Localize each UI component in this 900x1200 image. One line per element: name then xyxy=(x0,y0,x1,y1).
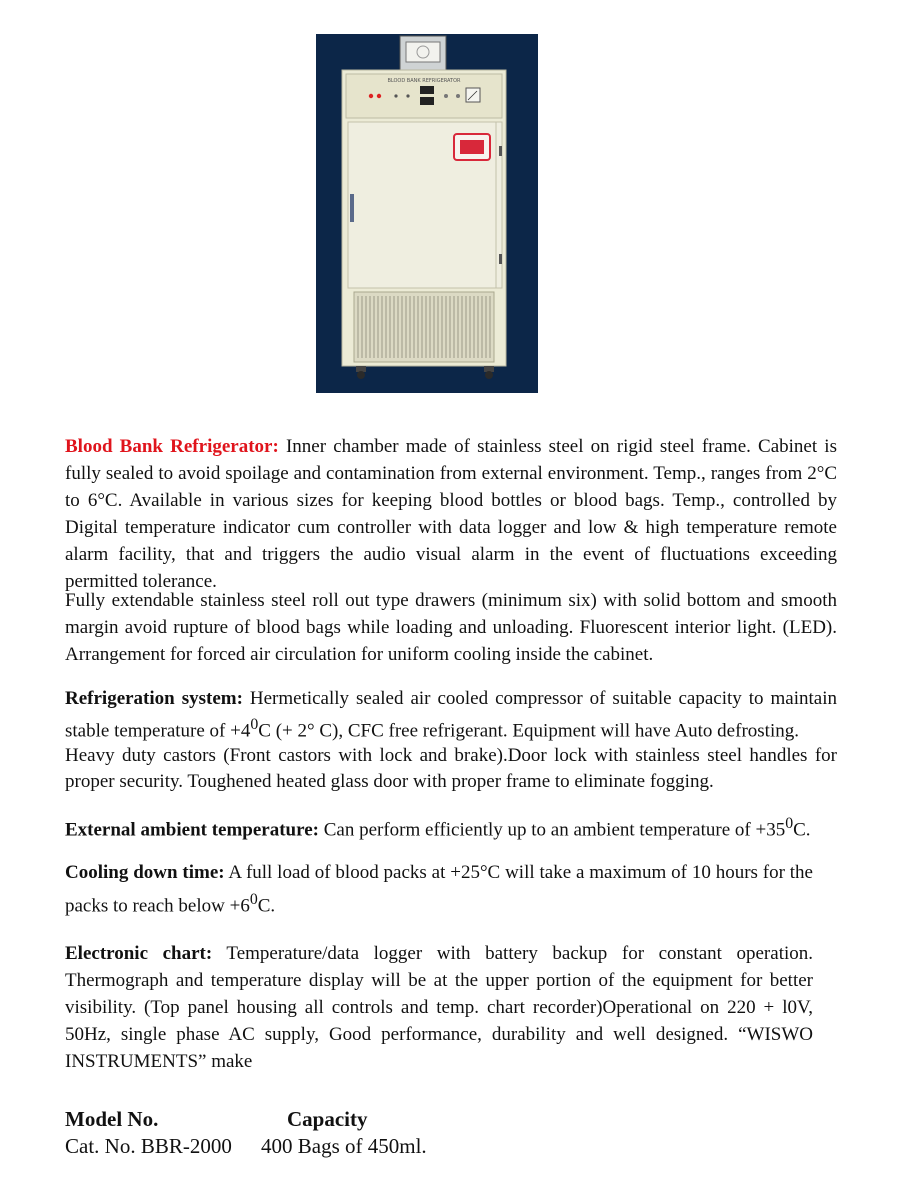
refrigeration-heading: Refrigeration system: xyxy=(65,688,243,709)
model-table xyxy=(65,1106,587,1160)
model-table-header xyxy=(65,1106,587,1133)
ambient-body-post: C. xyxy=(793,819,811,841)
model-header: Model No. xyxy=(65,1107,159,1131)
drawers-paragraph xyxy=(65,587,837,668)
ambient-paragraph xyxy=(65,810,837,843)
table-row xyxy=(65,1133,587,1160)
cooling-body: A full load of blood packs at +25°C will take a maximum of 10 hours for the packs to reach below +6 xyxy=(65,862,813,917)
intro-heading: Blood Bank Refrigerator: xyxy=(65,436,279,457)
cooling-body-post: C. xyxy=(257,895,276,917)
chart-paragraph xyxy=(65,940,813,1075)
ambient-body: Can perform efficiently up to an ambient temperature of +35 xyxy=(318,819,786,841)
panel-label: BLOOD BANK REFRIGERATOR xyxy=(387,78,461,84)
blood-bank-refrigerator-illustration xyxy=(316,34,538,393)
refrigeration-body-post: C (+ 2° C), CFC free refrigerant. Equipment will have Auto defrosting. xyxy=(258,719,799,741)
ambient-heading: External ambient temperature: xyxy=(65,819,319,841)
ambient-sup: 0 xyxy=(785,815,794,832)
capacity-header: Capacity xyxy=(287,1107,368,1131)
intro-body: Inner chamber made of stainless steel on rigid steel frame. Cabinet is fully sealed to avoid spoilage and contamination from external environment. Temp., ranges from 2°C to 6°C. Available in various sizes for keeping blood bottles or blood bags. Temp., controlled by Digital temperature indicator cum controller with data logger and low & high temperature remote alarm facility, that and triggers the audio visual alarm in the event of fluctuations exceeding permitted tolerance. xyxy=(65,436,837,592)
refrigeration-body: Hermetically sealed air cooled compressor of suitable capacity to maintain stable temperature of +4 xyxy=(65,688,837,741)
model-cell: Cat. No. BBR-2000 xyxy=(65,1134,232,1158)
cooling-heading: Cooling down time: xyxy=(65,862,225,883)
drawers-body: Fully extendable stainless steel roll out type drawers (minimum six) with solid bottom and smooth margin avoid rupture of blood bags while loading and unloading. Fluorescent interior light. (LED). Arrangement for forced air circulation for uniform cooling inside the cabinet. xyxy=(65,590,837,665)
chart-heading: Electronic chart: xyxy=(65,943,213,964)
refrigeration-body2: Heavy duty castors (Front castors with lock and brake).Door lock with stainless steel handles for proper security. Toughened heated glass door with proper frame to eliminate fogging. xyxy=(65,745,837,792)
capacity-cell: 400 Bags of 450ml. xyxy=(261,1134,427,1158)
chart-body: Temperature/data logger with battery backup for constant operation. Thermograph and temperature display will be at the upper portion of the equipment for better visibility. (Top panel housing all controls and temp. chart recorder)Operational on 220 + l0V, 50Hz, single phase AC supply, Good performance, durability and well designed. “WISWO INSTRUMENTS” make xyxy=(65,943,813,1072)
intro-paragraph xyxy=(65,433,837,595)
cooling-paragraph xyxy=(65,859,813,919)
product-image xyxy=(316,34,538,393)
refrigeration-sup: 0 xyxy=(250,715,259,733)
cooling-sup: 0 xyxy=(249,891,258,908)
refrigeration-paragraph xyxy=(65,686,837,794)
